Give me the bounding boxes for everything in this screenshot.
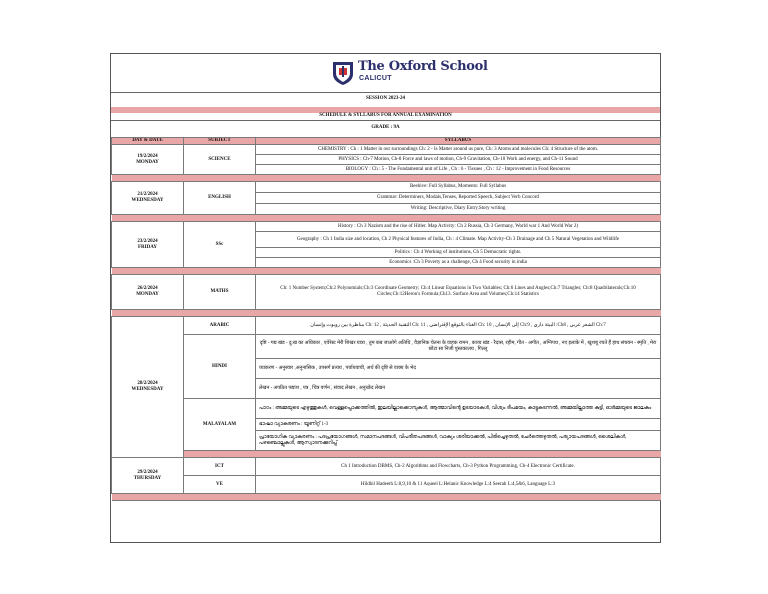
table-row [112, 145, 661, 155]
date-cell [112, 145, 184, 175]
school-crest-icon [331, 60, 355, 86]
subject-cell: SCIENCE [184, 145, 256, 175]
table-header [112, 138, 661, 145]
table-row [112, 399, 661, 419]
exam-title: SCHEDULE & SYLLABUS FOR ANNUAL EXAMINATION [319, 113, 452, 118]
subject-cell: MALAYALAM [184, 399, 256, 451]
subject-cell: ARABIC [184, 317, 256, 335]
school-name: The Oxford School [358, 59, 488, 74]
day: MONDAY [136, 292, 159, 297]
subject-cell: ENGLISH [184, 182, 256, 215]
day: WEDNESDAY [131, 387, 164, 392]
row-separator [112, 310, 661, 317]
syllabus-line: Grammar: Determiners, Modals,Tenses, Reported Speech, Subject Verb Concord [256, 193, 661, 204]
subject-cell: HINDI [184, 335, 256, 399]
row-separator [112, 215, 661, 222]
table-row [112, 476, 661, 494]
syllabus-line: Hildhil Hadeeth L:8,9,10 & 11 Aqueel L:Helanic Knowledge L:4 Seerah L:4,5&6, Language L:3 [256, 476, 661, 494]
date-cell [112, 275, 184, 310]
syllabus-line: Ch: 1 Number System;Ch:2 Polynomials;Ch:3 Coordinate Geometry; Ch:4 Linear Equations in Two Variables; Ch:6 Lines and Angles;Ch:7 Triangles; Ch:8 Quadrilaterals;Ch:10 Circles;Ch:12Heron's Formula;Ch13. Surface Area and Volumes;Ch:14 Statistics [256, 275, 661, 310]
header-subject: SUBJECT [184, 138, 256, 145]
table-row [112, 458, 661, 476]
syllabus-line: ഭാഷാ വ്യാകരണം : യൂണിറ്റ് 1-3 [256, 419, 661, 431]
syllabus-line: Geography : Ch 1 India size and location, Ch 2 Physical features of India, Ch : 4 Climate. Map Activity-Ch 3 Drainage and Ch 5 Natural Vegetation and Wildlife [256, 232, 661, 248]
syllabus-line: BIOLOGY : Ch : 5 - The Fundamental unit of Life , Ch : 6 - Tissues , Ch : 12 - Improvement in Food Resources [256, 165, 661, 175]
date-cell [112, 182, 184, 215]
syllabus-line: PHYSICS : Ch-7 Motion, Ch-8 Force and laws of motion, Ch-9 Gravitation, Ch-10 Work and energy, and Ch-11 Sound [256, 155, 661, 165]
day: THURSDAY [133, 475, 162, 481]
table-row [112, 275, 661, 310]
subject-cell: SSc [184, 222, 256, 268]
grade-label: GRADE : 9A [371, 125, 400, 130]
table-row [112, 317, 661, 335]
date-cell [112, 458, 184, 494]
syllabus-line: പ്രായോഗിക വ്യാകരണം : പദപ്രയോഗങ്ങൾ, സമാനപദങ്ങൾ, വിപരീതപദങ്ങൾ, വാക്യം ശരിയാക്കൽ, പിരിച്ചെഴുതൽ, ചേർത്തെഴുതൽ, പര്യായപദങ്ങൾ, ശൈലികൾ, പഴഞ്ചൊല്ലുകൾ, ആസ്വാദനക്കുറിപ്പ് [256, 431, 661, 451]
date: 19/2/2024 [137, 153, 158, 159]
divider [111, 92, 660, 93]
row-separator [112, 494, 661, 501]
header-date: DAY & DATE [112, 138, 184, 145]
day: MONDAY [136, 159, 159, 165]
session-label: SESSION 2023-24 [365, 96, 406, 101]
table-row [112, 335, 661, 359]
day: FRIDAY [138, 244, 157, 250]
subject-cell: MATHS [184, 275, 256, 310]
header-syllabus: SYLLABUS [256, 138, 661, 145]
date-cell [112, 222, 184, 268]
date: 23/2/2024 [137, 238, 158, 244]
day: WEDNESDAY [131, 198, 164, 203]
syllabus-line: दृष्टि - गद्य खंड - दु:ख का अधिकार , एवेरेस्ट मेरी शिखर यात्रा , तुम कब जाओगे अतिथि , वैज्ञानिक चेतना के वाहक रामन , काव्य खंड - रैदास, रहीम, गीत - अगीत , अग्निपथ , नए इलाके में , खुशबू रचते हैं हाथ संचयन - स्मृति , मेरा छोटा सा निजी पुस्तकालय , गिल्लू [256, 335, 661, 359]
syllabus-line: लेखन - अपठित पद्यांश , पत्र , चित्र वर्णन , संवाद लेखन , अनुच्छेद लेखन [256, 379, 661, 399]
school-city: CALICUT [359, 75, 392, 82]
syllabus-line: व्याकरण - अनुस्वार ,अनुनासिक , उपसर्ग प्रत्यय , पर्यायवाची, अर्थ की दृष्टि से वाक्य के भेद [256, 359, 661, 379]
syllabus-table [111, 137, 661, 501]
school-logo [331, 58, 488, 90]
exam-schedule-sheet [110, 53, 661, 543]
row-separator [112, 175, 661, 182]
date: 26/2/2024 [137, 286, 158, 291]
syllabus-line: Economics :Ch 3 Poverty as a challenge, Ch 4 Food security in india [256, 258, 661, 268]
syllabus-line: Writing: Descriptive, Diary Entry,Story writing [256, 204, 661, 215]
syllabus-line: പാഠം : അമ്മയുടെ എഴുത്തുകൾ, വെള്ളപ്പൊക്കത്തിൽ, ഇലയില്ലാക്കൊമ്പുകൾ, ആത്മാവിന്റെ ഉടയാടകൾ, വിശ്വം ദീപമയം, കാട്ടുകടന്നൽ, അമ്മയില്ലാത്ത കുട്ടി, ഓർമ്മയുടെ ജാലകം [256, 399, 661, 419]
divider [111, 120, 660, 121]
date: 28/2/2024 [137, 381, 158, 386]
row-separator [112, 451, 661, 458]
date: 21/2/2024 [137, 192, 158, 197]
syllabus-line: Politics : Ch 4 Working of institutions, Ch 5 Democratic rights. [256, 248, 661, 258]
row-separator [112, 268, 661, 275]
syllabus-line: Ch:7 الشعر عربي , Ch8: البيئة داري , Ch:9 إلى الإنسان , Ch: 10 الغناء بالتوقع الإفتراضي , Ch: 11 التقنية الحديثة , Ch: 12 مناظرة بين روبوت وإنسان [256, 317, 661, 335]
syllabus-line: History : Ch 3 Nazism and the rise of Hitler. Map Activity: Ch 2 Russia, Ch 3 Germany, World war 1 And World War 2) [256, 222, 661, 232]
subject-cell: ICT [184, 458, 256, 476]
syllabus-line: Ch 1 Introduction DBMS, Ch-2 Algorithms and Flowcharts, Ch-3 Python Programming, Ch-4 Electronic Certificate. [256, 458, 661, 476]
subject-cell: VE [184, 476, 256, 494]
date: 29/2/2024 [137, 469, 158, 475]
table-row [112, 182, 661, 193]
table-row [112, 222, 661, 232]
syllabus-line: Beehive: Full Syllabus, Moments: Full Syllabus [256, 182, 661, 193]
date-cell [112, 317, 184, 458]
syllabus-line: CHEMISTRY : Ch : 1 Matter in our surroundings Ch: 2 - Is Matter around us pure, Ch: 3 Atoms and molecules Ch: 4 Structure of the atom. [256, 145, 661, 155]
